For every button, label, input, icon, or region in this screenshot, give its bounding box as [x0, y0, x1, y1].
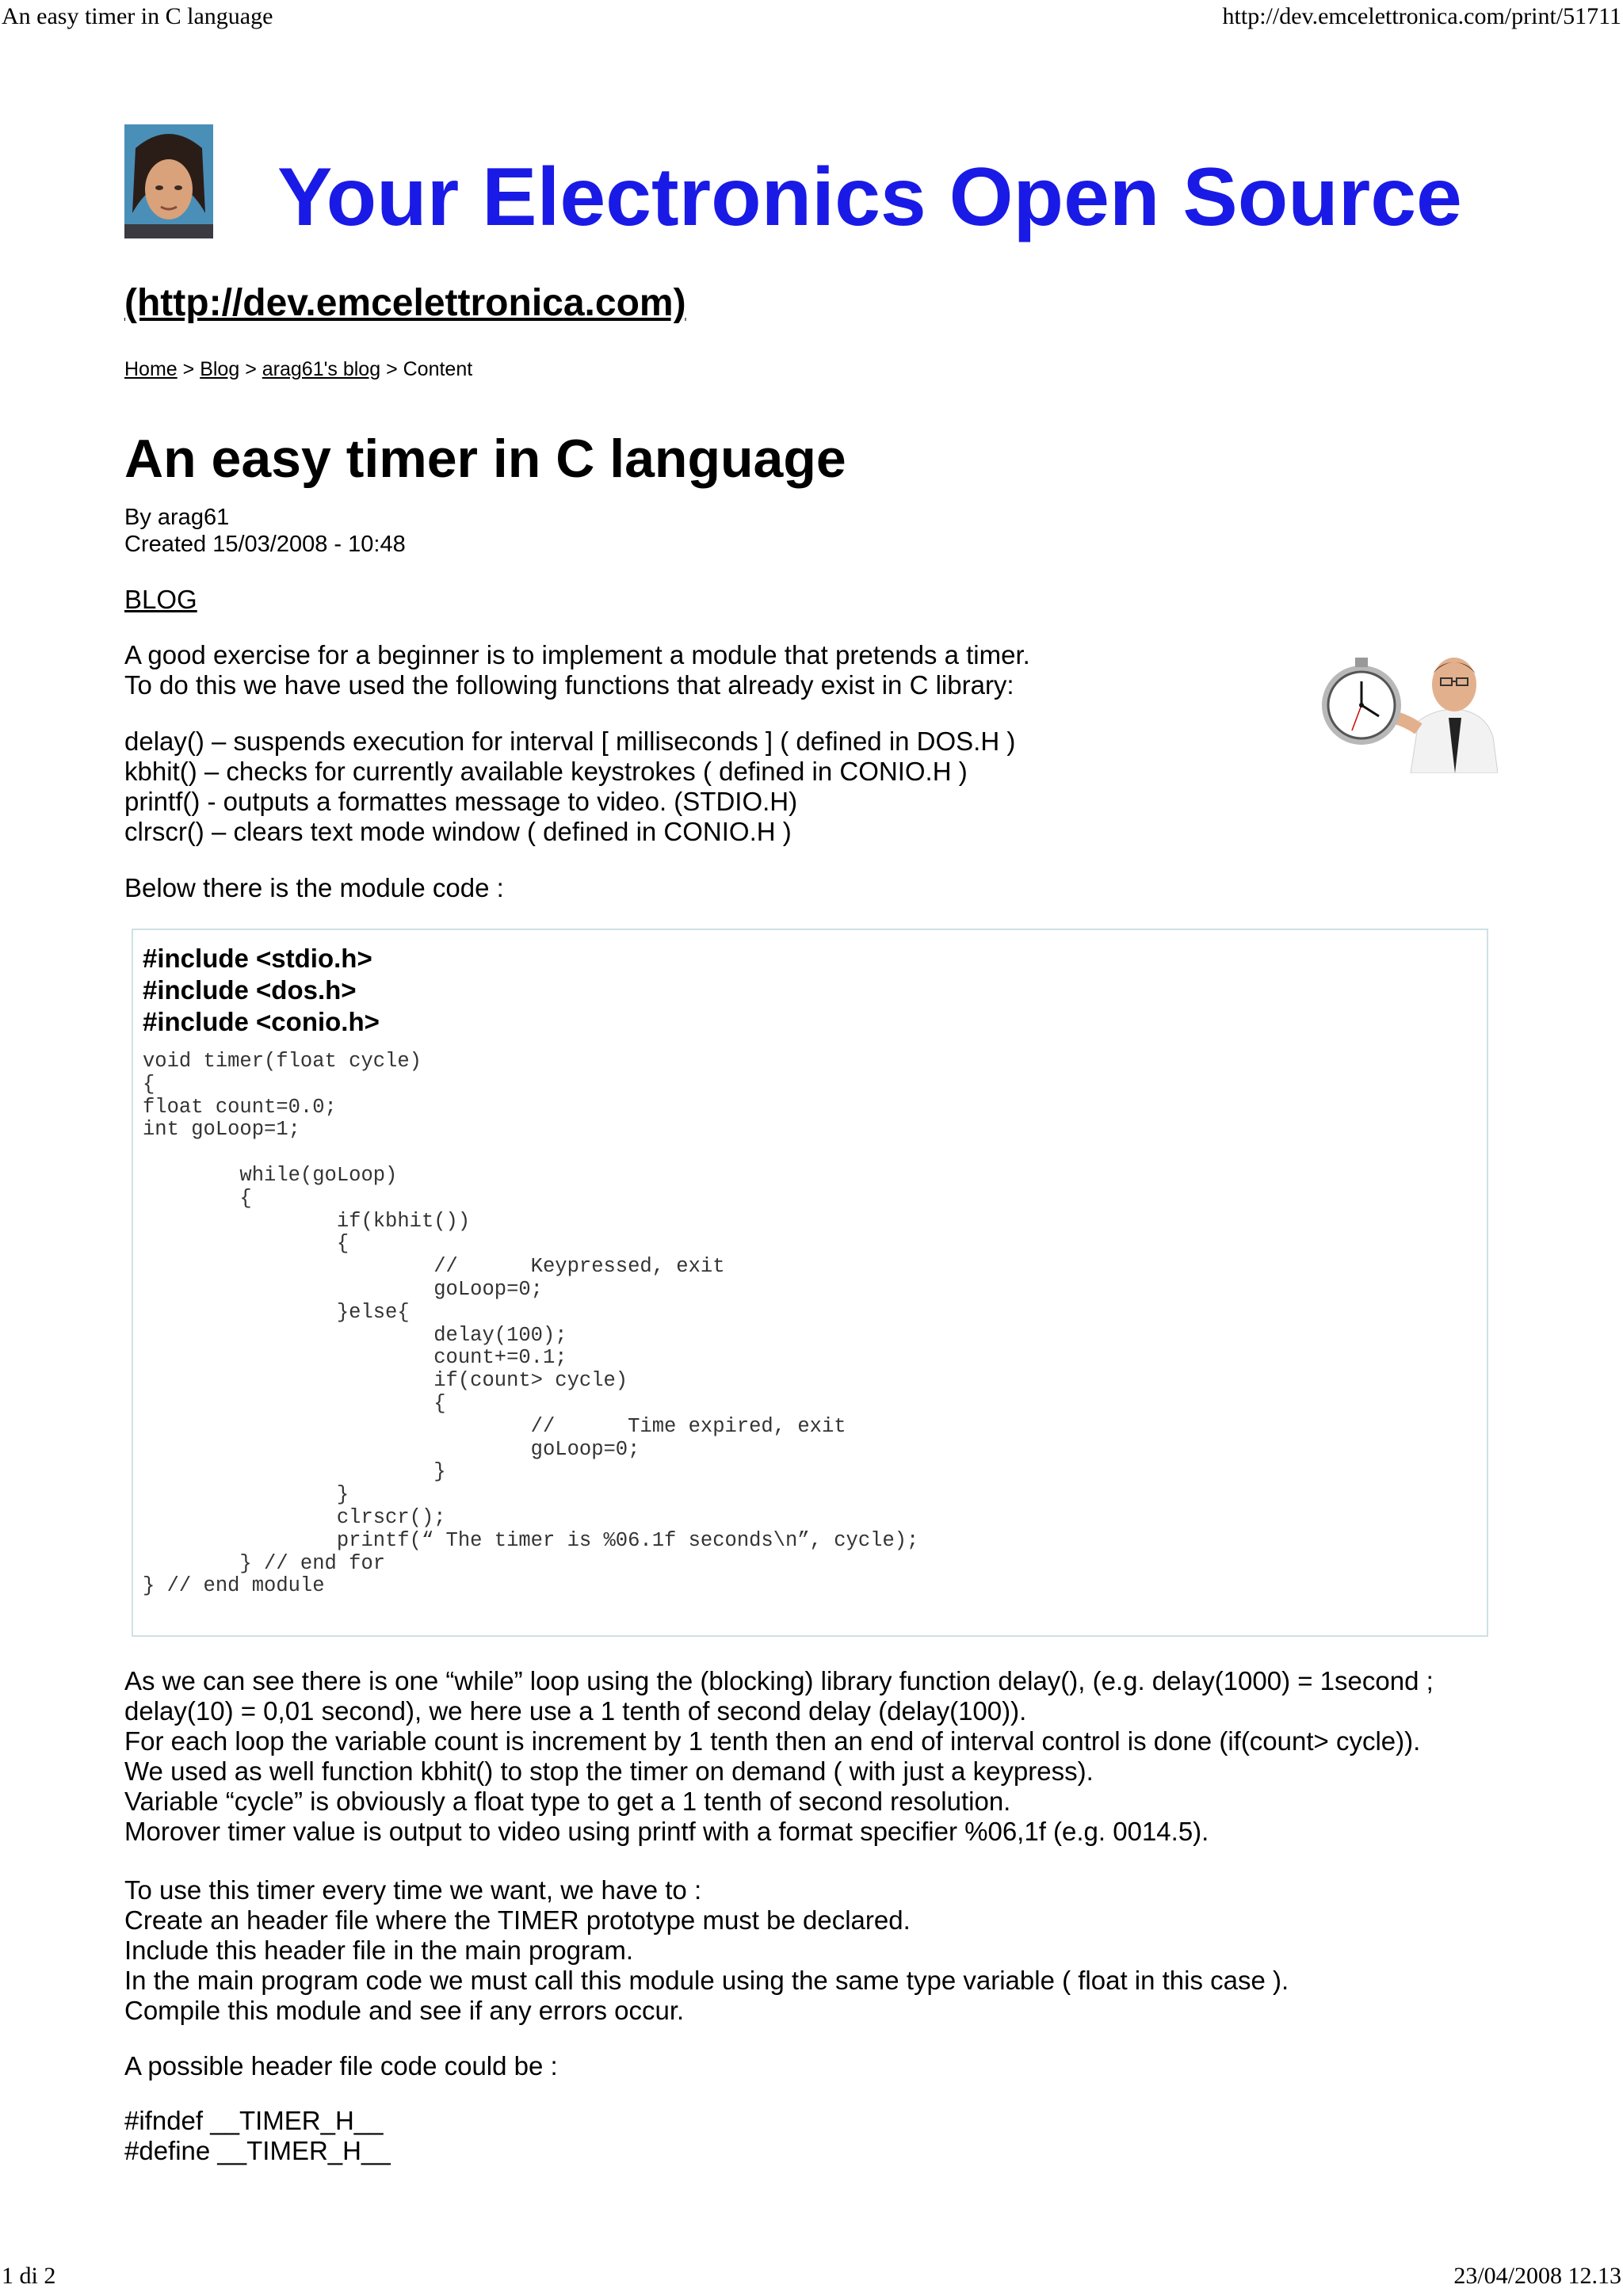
text-line: In the main program code we must call this module using the same type variable ( float in this case ).	[124, 1966, 1289, 1995]
code-line: #ifndef __TIMER_H__	[124, 2106, 384, 2135]
breadcrumb-blog[interactable]: Blog	[200, 358, 240, 380]
breadcrumb-separator: >	[245, 358, 257, 380]
text-line: Include this header file in the main program.	[124, 1936, 634, 1965]
include-lines	[143, 943, 380, 1038]
header-file-code	[124, 2106, 391, 2166]
text-line: We used as well function kbhit() to stop the timer on demand ( with just a keypress).	[124, 1756, 1094, 1786]
stopwatch-icon	[1300, 634, 1498, 773]
text-line: To use this timer every time we want, we have to :	[124, 1875, 702, 1905]
breadcrumb-current: Content	[403, 358, 473, 380]
print-header-title: An easy timer in C language	[2, 3, 273, 29]
intro-paragraph	[124, 640, 1030, 700]
article-title: An easy timer in C language	[124, 429, 846, 489]
include-line: #include <conio.h>	[143, 1007, 380, 1036]
text-line: As we can see there is one “while” loop using the (blocking) library function delay(), (e.g. delay(1000) = 1second ;	[124, 1666, 1434, 1695]
timer-source-code: void timer(float cycle) { float count=0.0; int goLoop=1; while(goLoop) { if(kbhit()) { // Keypressed, exit goLoop=0; }else{ delay(100); count+=0.1; if(count> cycle) { // Time expired, exit goLoop=0; } } clrscr(); printf(“ The timer is %06.1f seconds\n”, cycle); } // end for } // end module	[143, 1050, 919, 1598]
text-line: Morover timer value is output to video using printf with a format specifier %06,1f (e.g. 0014.5).	[124, 1817, 1209, 1846]
text-line: A good exercise for a beginner is to implement a module that pretends a timer.	[124, 640, 1030, 669]
include-line: #include <dos.h>	[143, 975, 357, 1005]
avatar-face-icon	[124, 124, 213, 238]
print-footer-datetime: 23/04/2008 12.13	[1453, 2263, 1621, 2289]
print-header-url: http://dev.emcelettronica.com/print/51711	[1222, 3, 1621, 29]
explanation-paragraph	[124, 1666, 1434, 1847]
code-intro-text: Below there is the module code :	[124, 873, 504, 902]
breadcrumb-separator: >	[386, 358, 398, 380]
category-blog-link[interactable]: BLOG	[124, 585, 197, 614]
breadcrumb	[124, 358, 472, 381]
breadcrumb-home[interactable]: Home	[124, 358, 178, 380]
text-line: delay(10) = 0,01 second), we here use a 1 tenth of second delay (delay(100)).	[124, 1696, 1027, 1726]
list-item: printf() - outputs a formattes message to video. (STDIO.H)	[124, 787, 798, 816]
list-item: clrscr() – clears text mode window ( defined in CONIO.H )	[124, 817, 792, 846]
text-line: To do this we have used the following functions that already exist in C library:	[124, 670, 1014, 700]
article-meta	[124, 504, 406, 558]
man-with-clock-image	[1300, 634, 1498, 773]
text-line: Compile this module and see if any errors occur.	[124, 1996, 685, 2025]
list-item: kbhit() – checks for currently available keystrokes ( defined in CONIO.H )	[124, 757, 968, 786]
code-block	[132, 929, 1488, 1637]
code-line: #define __TIMER_H__	[124, 2136, 391, 2165]
author-avatar	[124, 124, 213, 238]
article-created: Created 15/03/2008 - 10:48	[124, 532, 406, 557]
breadcrumb-user-blog[interactable]: arag61's blog	[262, 358, 381, 380]
breadcrumb-separator: >	[182, 358, 195, 380]
site-url-link[interactable]: (http://dev.emcelettronica.com)	[124, 282, 686, 324]
print-footer-page: 1 di 2	[2, 2263, 56, 2289]
text-line: For each loop the variable count is increment by 1 tenth then an end of interval control is done (if(count> cycle)).	[124, 1726, 1421, 1756]
list-item: delay() – suspends execution for interval [ milliseconds ] ( defined in DOS.H )	[124, 727, 1016, 756]
header-intro-text: A possible header file code could be :	[124, 2051, 558, 2081]
text-line: Variable “cycle” is obviously a float type to get a 1 tenth of second resolution.	[124, 1787, 1011, 1816]
usage-steps	[124, 1875, 1289, 2026]
include-line: #include <stdio.h>	[143, 944, 372, 973]
site-title: Your Electronics Open Source	[277, 151, 1462, 243]
function-list	[124, 727, 1015, 847]
article-author: By arag61	[124, 505, 230, 530]
text-line: Create an header file where the TIMER prototype must be declared.	[124, 1905, 911, 1935]
